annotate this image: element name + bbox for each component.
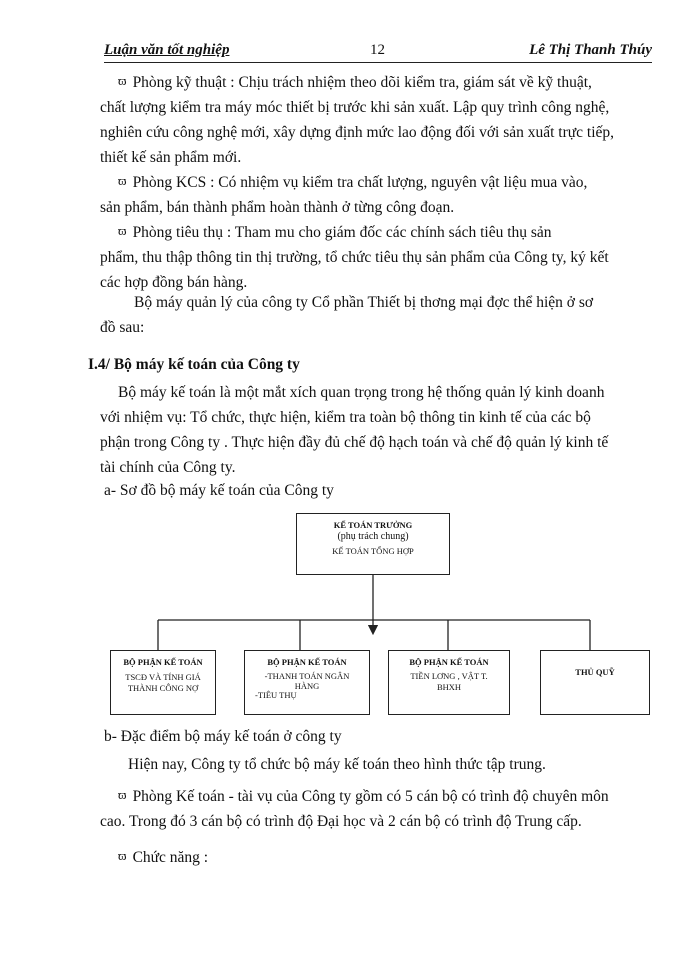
bullet-icon: ϖ (118, 73, 127, 88)
bullet-icon: ϖ (118, 787, 127, 802)
chief-accountant-box: KẾ TOÁN TRƯỞNG (phụ trách chung) KẾ TOÁN TỔNG HỢP (296, 513, 450, 575)
dept-box-payroll: BỘ PHẬN KẾ TOÁN TIỀN LƠNG , VẬT T. BHXH (388, 650, 510, 715)
treasurer-box: THỦ QUỸ (540, 650, 650, 715)
dept-box-payments: BỘ PHẬN KẾ TOÁN -THANH TOÁN NGÂN HÀNG -TIÊU THỤ (244, 650, 370, 715)
header-title: Luận văn tốt nghiệp (104, 42, 230, 58)
paragraph-sales-dept: ϖ Phòng tiêu thụ : Tham mu cho giám đốc các chính sách tiêu thụ sản phẩm, thu thập thông tin thị trường, tổ chức tiêu thụ sản phẩm của Công ty, ký kết các hợp đồng bán hàng. (100, 223, 609, 291)
paragraph-functions: ϖ Chức năng : (118, 848, 209, 866)
page-number: 12 (370, 42, 385, 58)
bullet-icon: ϖ (118, 848, 127, 863)
bullet-icon: ϖ (118, 223, 127, 238)
section-heading: I.4/ Bộ máy kế toán của Công ty (88, 356, 300, 373)
paragraph-centralized: Hiện nay, Công ty tổ chức bộ máy kế toán theo hình thức tập trung. (128, 756, 546, 773)
paragraph-accounting-staff: ϖ Phòng Kế toán - tài vụ của Công ty gồm có 5 cán bộ có trình độ chuyên môn cao. Trong đó 3 cán bộ có trình độ Đại học và 2 cán bộ có trình độ Trung cấp. (100, 787, 609, 830)
paragraph-technical-dept: ϖ Phòng kỹ thuật : Chịu trách nhiệm theo dõi kiểm tra, giám sát về kỹ thuật, chất lượng kiểm tra máy móc thiết bị trước khi sản xuất. Lập quy trình công nghệ, nghiên cứu công nghệ mới, xây dựng định mức lao động đối với sản xuất trực tiếp, thiết kế sản phẩm mới. (100, 73, 615, 166)
dept-box-fixed-assets: BỘ PHẬN KẾ TOÁN TSCĐ VÀ TÍNH GIÁ THÀNH CÔNG NỢ (110, 650, 216, 715)
subheading-a: a- Sơ đồ bộ máy kế toán của Công ty (104, 482, 334, 499)
header-author: Lê Thị Thanh Thúy (529, 42, 652, 58)
paragraph-management-intro: Bộ máy quản lý của công ty Cổ phần Thiết bị thơng mại đợc thể hiện ở sơ đồ sau: (100, 294, 594, 336)
paragraph-kcs-dept: ϖ Phòng KCS : Có nhiệm vụ kiểm tra chất lượng, nguyên vật liệu mua vào, sản phẩm, bán thành phẩm hoàn thành ở từng công đoạn. (100, 173, 588, 216)
subheading-b: b- Đặc điểm bộ máy kế toán ở công ty (104, 728, 342, 745)
paragraph-accounting-intro: Bộ máy kế toán là một mắt xích quan trọng trong hệ thống quản lý kinh doanh với nhiệm vụ: Tổ chức, thực hiện, kiểm tra toàn bộ thông tin kinh tế của các bộ phận trong Công ty . Thực hiện đầy đủ chế độ hạch toán và chế độ quản lý kinh tế tài chính của Công ty. (100, 384, 609, 476)
bullet-icon: ϖ (118, 173, 127, 188)
